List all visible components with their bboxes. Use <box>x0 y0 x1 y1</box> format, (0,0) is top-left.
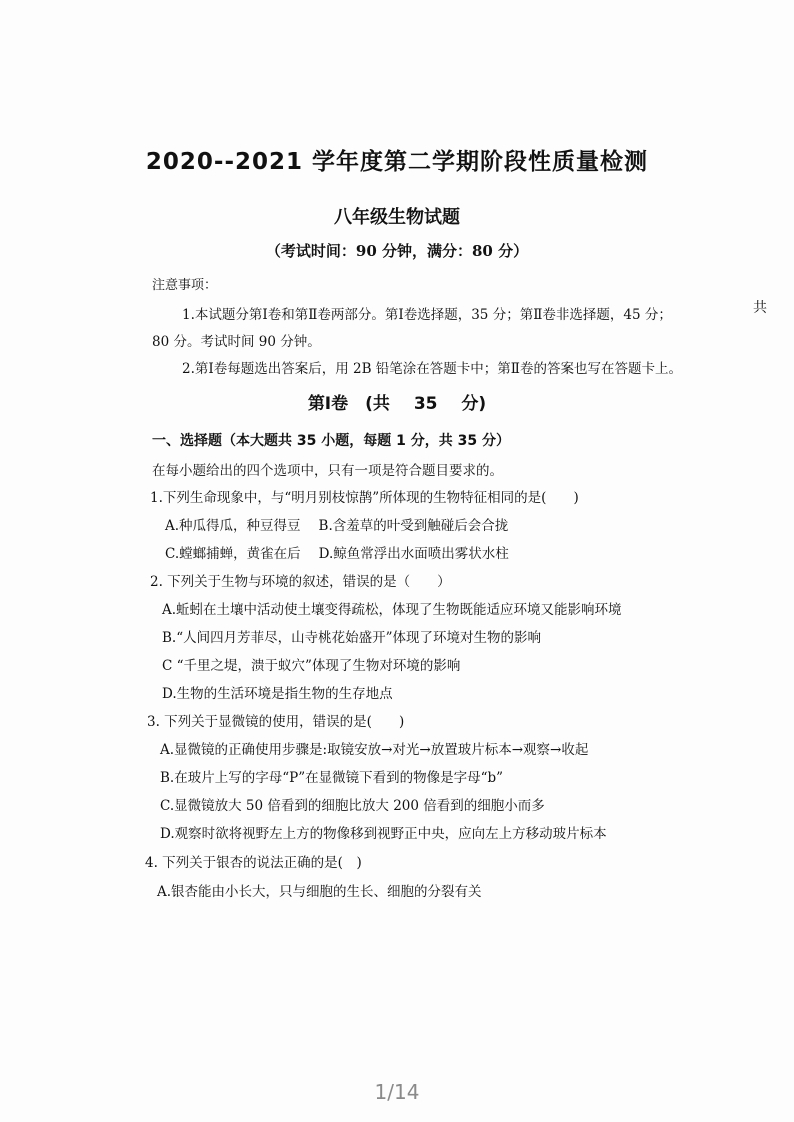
question-1-options-cd <box>165 542 509 562</box>
question-4-option-a: A.银杏能由小长大，只与细胞的生长、细胞的分裂有关 <box>157 884 482 900</box>
question-2-option-c: C “千里之堤，溃于蚁穴”体现了生物对环境的影响 <box>162 658 461 674</box>
question-1-option-d: D.鲸鱼常浮出水面喷出雾状水柱 <box>318 546 509 562</box>
notice-item-1: 1.本试题分第Ⅰ卷和第Ⅱ卷两部分。第Ⅰ卷选择题，35 分；第Ⅱ卷非选择题，45 分； <box>182 307 672 323</box>
question-1-stem: 1.下列生命现象中，与“明月别枝惊鹊”所体现的生物特征相同的是( ) <box>150 490 579 506</box>
question-1-option-c: C.螳螂捕蝉，黄雀在后 <box>165 546 301 562</box>
question-3-option-b: B.在玻片上写的字母“P”在显微镜下看到的物像是字母“b” <box>160 770 504 786</box>
page-number: 1/14 <box>374 1080 420 1104</box>
notice-item-1-continuation: 共 <box>753 300 767 316</box>
question-3-option-a: A.显微镜的正确使用步骤是:取镜安放→对光→放置玻片标本→观察→收起 <box>160 742 589 758</box>
notice-heading: 注意事项： <box>152 278 218 293</box>
exam-title: 2020--2021 学年度第二学期阶段性质量检测 <box>145 149 649 175</box>
question-2-stem: 2. 下列关于生物与环境的叙述，错误的是（ ） <box>150 574 451 590</box>
question-1-options-ab <box>165 514 508 534</box>
question-3-option-c: C.显微镜放大 50 倍看到的细胞比放大 200 倍看到的细胞小而多 <box>160 798 545 814</box>
exam-subtitle: 八年级生物试题 <box>334 207 460 228</box>
part-description: 在每小题给出的四个选项中，只有一项是符合题目要求的。 <box>152 463 503 479</box>
question-3-option-d: D.观察时欲将视野左上方的物像移到视野正中央，应向左上方移动玻片标本 <box>160 826 607 842</box>
exam-time-score: （考试时间：90 分钟，满分：80 分） <box>265 242 529 260</box>
notice-item-2: 2.第Ⅰ卷每题选出答案后，用 2B 铅笔涂在答题卡中；第Ⅱ卷的答案也写在答题卡上。 <box>182 361 682 377</box>
question-2-option-d: D.生物的生活环境是指生物的生存地点 <box>162 686 393 702</box>
section-title: 第Ⅰ卷 (共 35 分) <box>307 394 487 414</box>
question-2-option-b: B.“人间四月芳菲尽，山寺桃花始盛开”体现了环境对生物的影响 <box>162 630 542 646</box>
part-heading: 一、选择题（本大题共 35 小题，每题 1 分，共 35 分） <box>152 433 510 449</box>
question-1-option-a: A.种瓜得瓜，种豆得豆 <box>165 518 301 534</box>
question-3-stem: 3. 下列关于显微镜的使用，错误的是( ) <box>147 714 405 730</box>
notice-item-1-line-2: 80 分。考试时间 90 分钟。 <box>152 334 321 350</box>
question-1-option-b: B.含羞草的叶受到触碰后会合拢 <box>318 518 509 534</box>
question-2-option-a: A.蚯蚓在土壤中活动使土壤变得疏松，体现了生物既能适应环境又能影响环境 <box>162 602 622 618</box>
question-4-stem: 4. 下列关于银杏的说法正确的是( ) <box>145 855 362 871</box>
